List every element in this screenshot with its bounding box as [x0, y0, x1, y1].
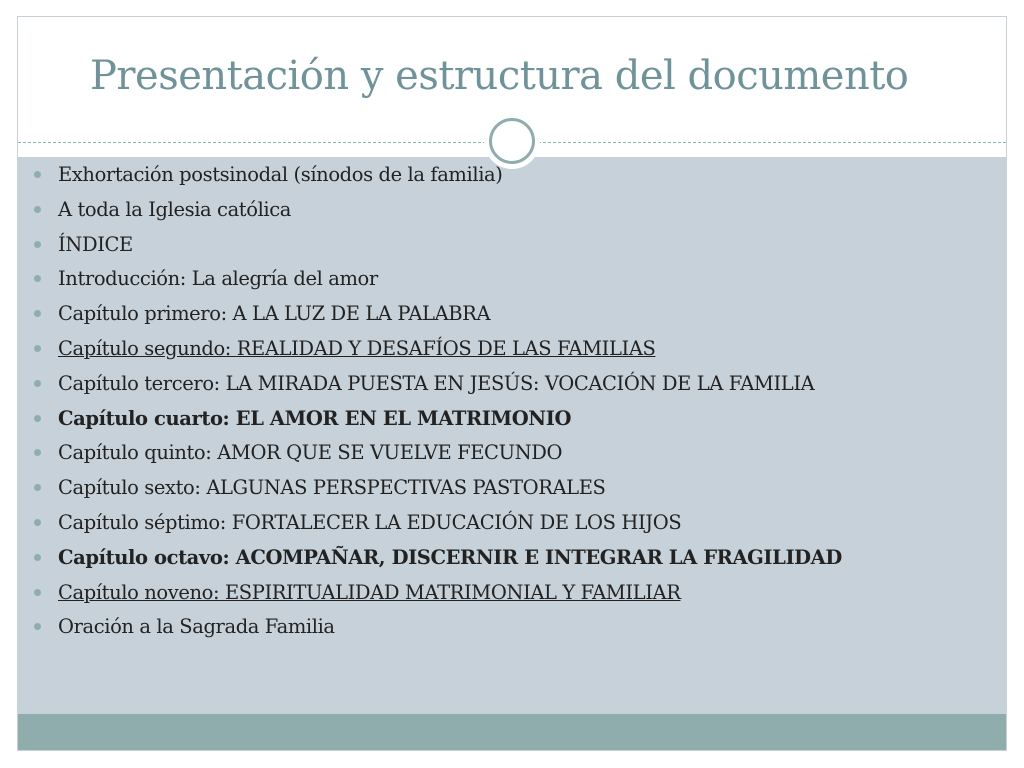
list-item: [30, 369, 960, 398]
bullet-icon: [34, 241, 41, 248]
bullet-icon: [34, 449, 41, 456]
list-item-text: Capítulo cuarto: EL AMOR EN EL MATRIMONIO: [58, 406, 572, 430]
bullet-icon: [34, 623, 41, 630]
list-item: [30, 195, 960, 224]
list-item: [30, 438, 960, 467]
slide-title: Presentación y estructura del documento: [90, 53, 909, 99]
bullet-list: [30, 160, 960, 647]
list-item-text: Oración a la Sagrada Familia: [58, 615, 335, 639]
list-item: [30, 473, 960, 502]
list-item: [30, 230, 960, 259]
list-item-text: Capítulo quinto: AMOR QUE SE VUELVE FECUNDO: [58, 441, 563, 465]
list-item-text: ÍNDICE: [58, 232, 133, 256]
list-item-text: Introducción: La alegría del amor: [58, 267, 378, 291]
list-item: [30, 612, 960, 641]
list-item-text: Capítulo sexto: ALGUNAS PERSPECTIVAS PASTORALES: [58, 476, 606, 500]
list-item: [30, 578, 960, 607]
list-item: [30, 299, 960, 328]
list-item: [30, 264, 960, 293]
bullet-icon: [34, 171, 41, 178]
bullet-icon: [34, 415, 41, 422]
bullet-icon: [34, 519, 41, 526]
footer-bar: [18, 714, 1006, 750]
list-item-text: Capítulo segundo: REALIDAD Y DESAFÍOS DE LAS FAMILIAS: [58, 336, 656, 360]
bullet-icon: [34, 554, 41, 561]
list-item-text: Capítulo tercero: LA MIRADA PUESTA EN JESÚS: VOCACIÓN DE LA FAMILIA: [58, 371, 815, 395]
list-item-text: Capítulo séptimo: FORTALECER LA EDUCACIÓN DE LOS HIJOS: [58, 510, 682, 534]
bullet-icon: [34, 275, 41, 282]
bullet-icon: [34, 310, 41, 317]
list-item-text: A toda la Iglesia católica: [58, 197, 291, 221]
list-item: [30, 334, 960, 363]
list-item: [30, 543, 960, 572]
bullet-icon: [34, 484, 41, 491]
list-item-text: Capítulo primero: A LA LUZ DE LA PALABRA: [58, 302, 491, 326]
bullet-icon: [34, 345, 41, 352]
circle-ring: [489, 118, 535, 164]
bullet-icon: [34, 380, 41, 387]
list-item: [30, 508, 960, 537]
list-item-text: Capítulo octavo: ACOMPAÑAR, DISCERNIR E INTEGRAR LA FRAGILIDAD: [58, 545, 842, 569]
bullet-icon: [34, 589, 41, 596]
bullet-icon: [34, 206, 41, 213]
list-item-text: Exhortación postsinodal (sínodos de la familia): [58, 163, 503, 186]
list-item: [30, 404, 960, 433]
list-item-text: Capítulo noveno: ESPIRITUALIDAD MATRIMONIAL Y FAMILIAR: [58, 580, 681, 604]
list-item: [30, 160, 960, 189]
